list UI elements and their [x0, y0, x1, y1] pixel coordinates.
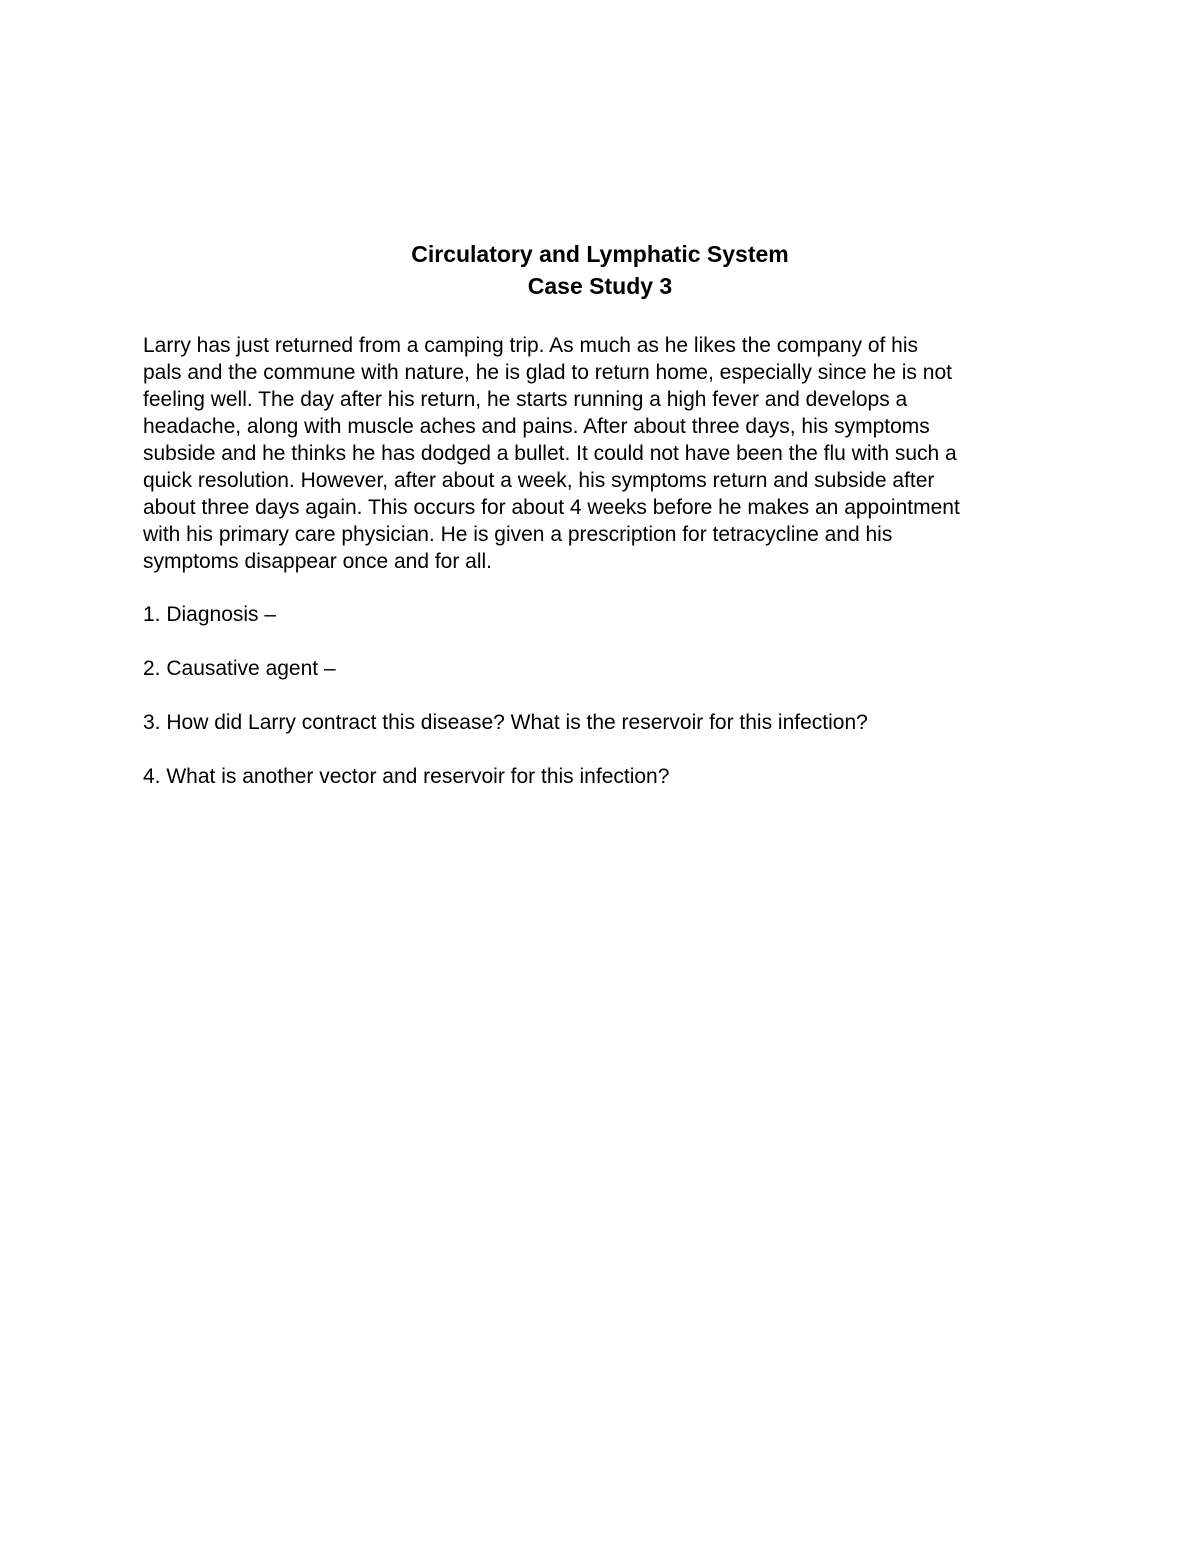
question-causative-agent: 2. Causative agent –: [143, 657, 336, 680]
paragraph-line: headache, along with muscle aches and pains. After about three days, his symptoms: [143, 415, 930, 438]
paragraph-line: quick resolution. However, after about a week, his symptoms return and subside after: [143, 469, 935, 492]
question-diagnosis: 1. Diagnosis –: [143, 603, 277, 626]
document-subtitle: Case Study 3: [527, 273, 673, 299]
question-vector-reservoir: 4. What is another vector and reservoir for this infection?: [143, 765, 670, 788]
paragraph-line: subside and he thinks he has dodged a bullet. It could not have been the flu with such a: [143, 442, 957, 465]
case-paragraph: [143, 332, 1063, 575]
paragraph-line: with his primary care physician. He is given a prescription for tetracycline and his: [143, 523, 893, 546]
question-contraction-reservoir: 3. How did Larry contract this disease? What is the reservoir for this infection?: [143, 711, 868, 734]
paragraph-line: about three days again. This occurs for about 4 weeks before he makes an appointment: [143, 496, 960, 519]
paragraph-line: pals and the commune with nature, he is glad to return home, especially since he is not: [143, 361, 952, 384]
paragraph-line: feeling well. The day after his return, he starts running a high fever and develops a: [143, 388, 908, 411]
document-title: Circulatory and Lymphatic System: [411, 241, 789, 267]
paragraph-line: symptoms disappear once and for all.: [143, 550, 493, 573]
paragraph-line: Larry has just returned from a camping trip. As much as he likes the company of his: [143, 334, 919, 357]
